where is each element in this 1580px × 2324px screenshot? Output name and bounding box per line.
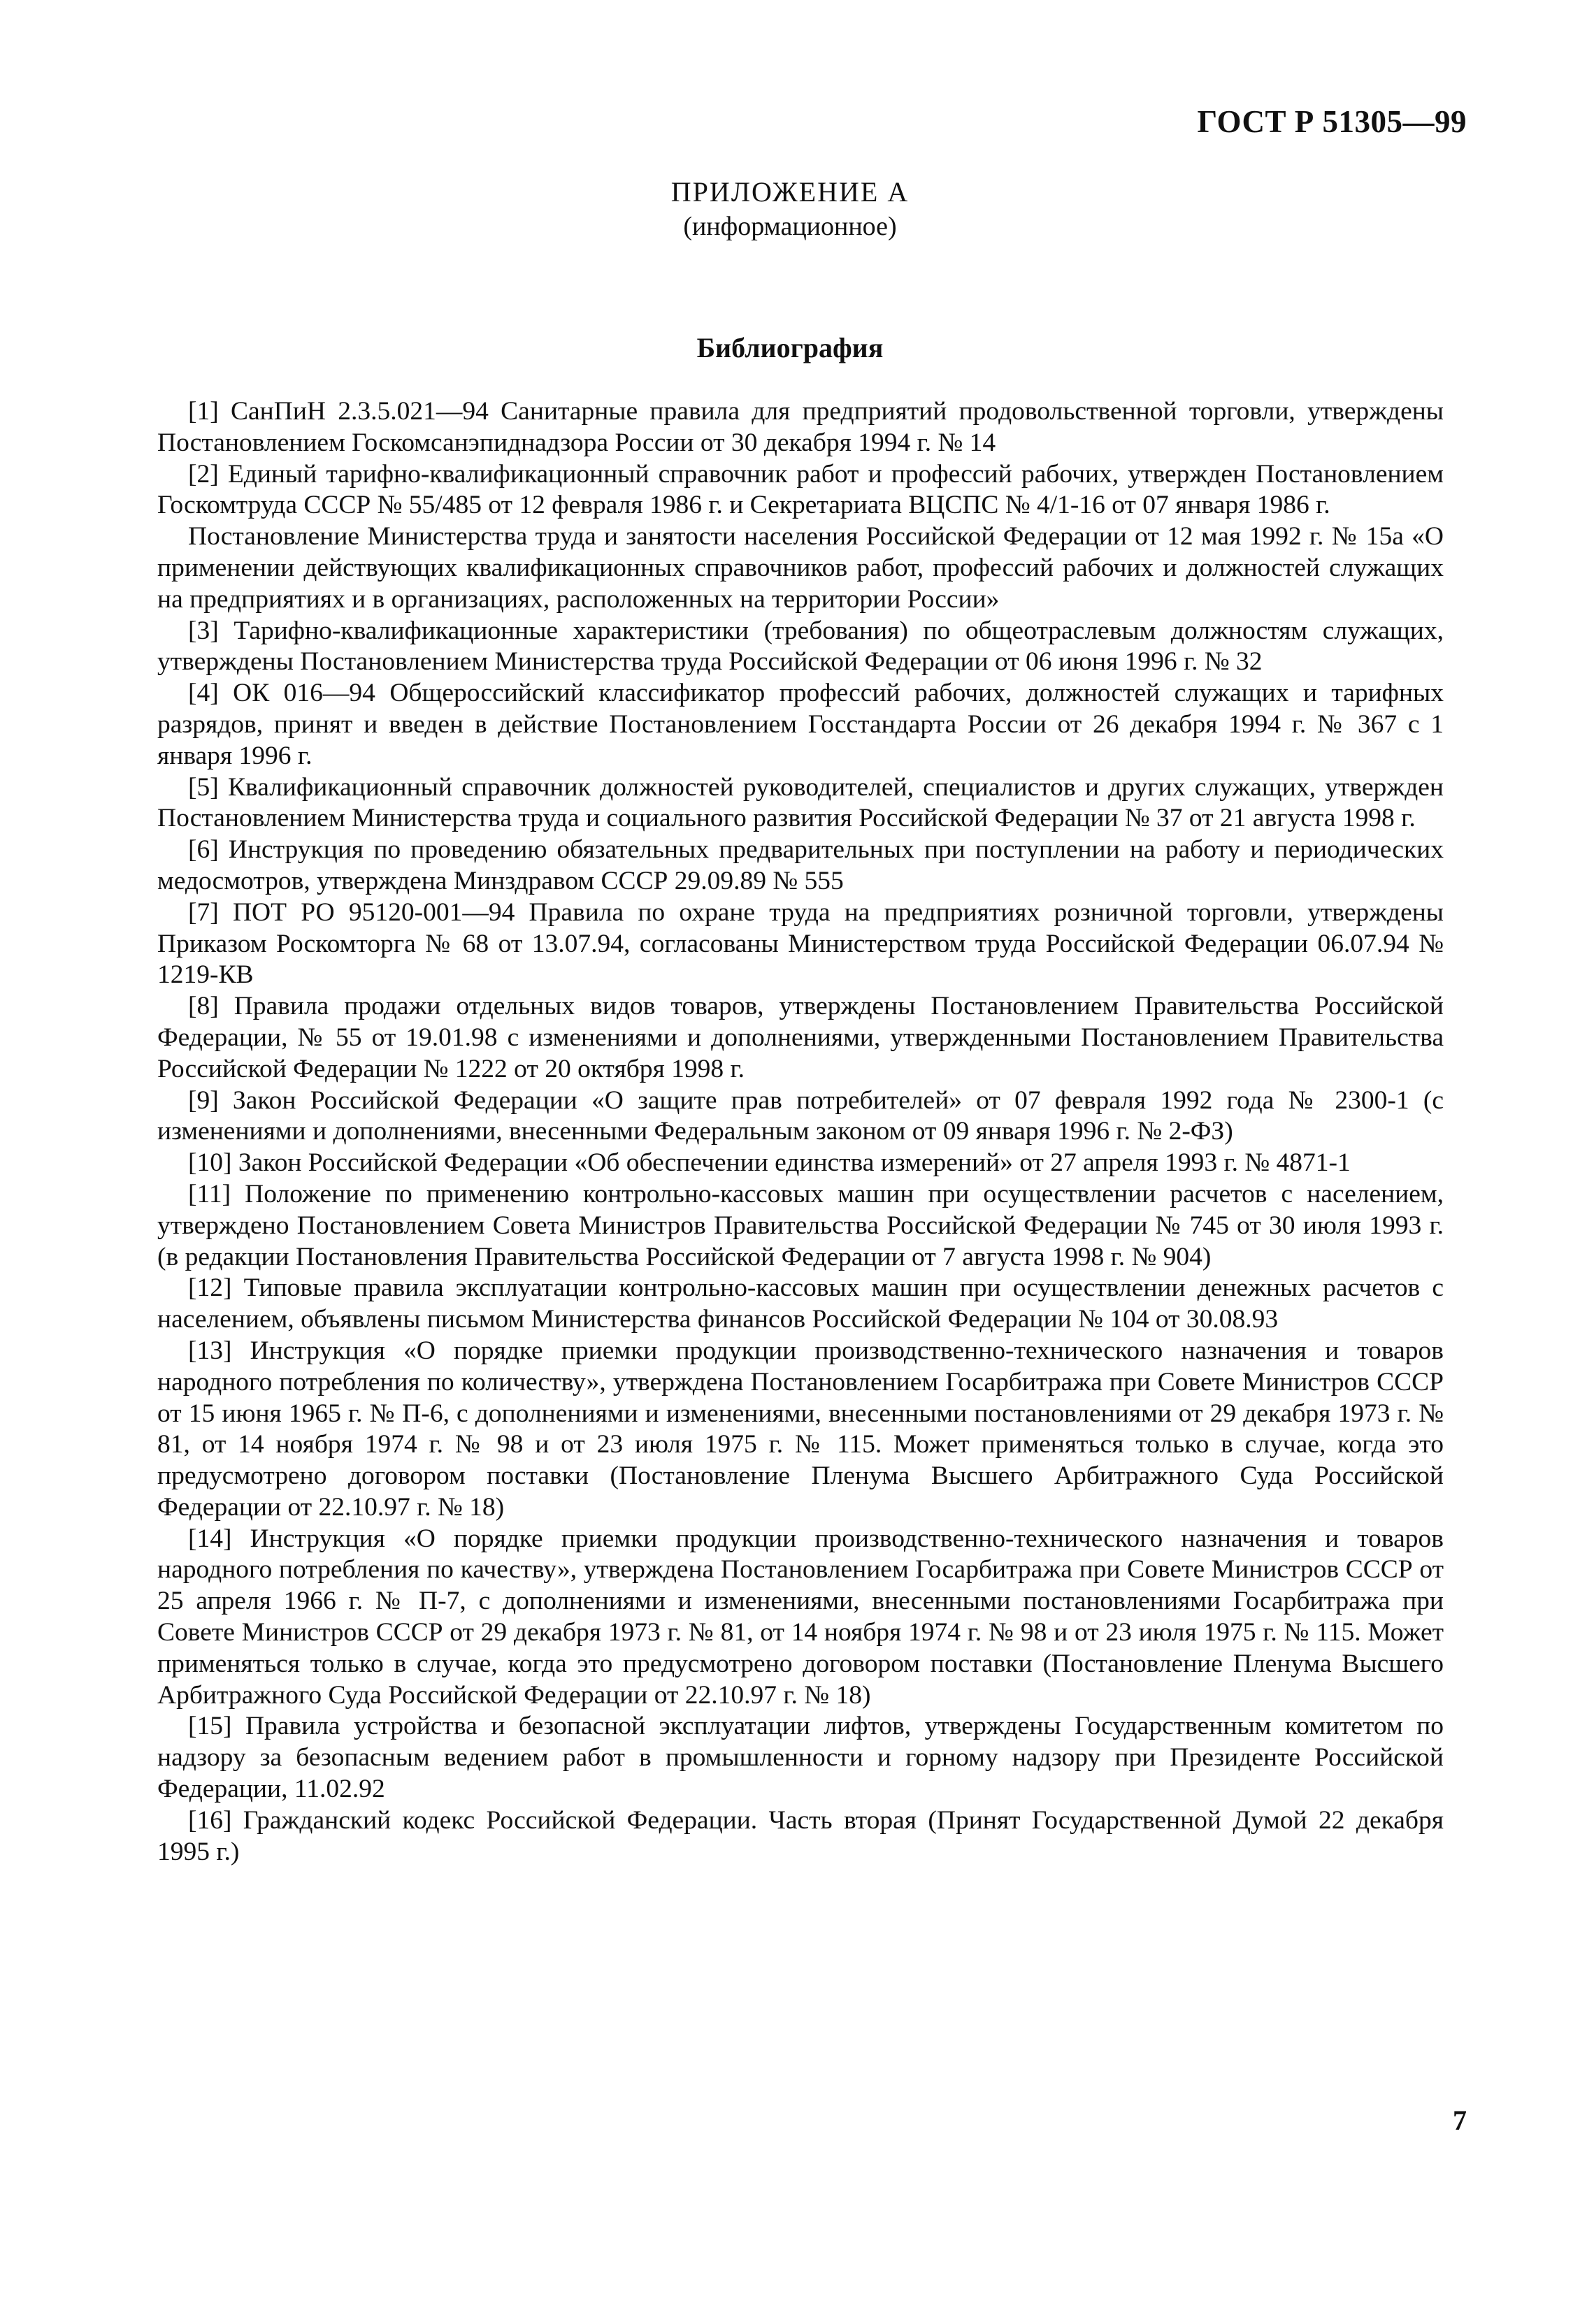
- reference-item: [11] Положение по применению контрольно-кассовых машин при осуществлении расчетов с населением, утверждено Постановлением Совета Министров Правительства Российской Федерации № 745 от 30 июля 1993 г. (в редакции Постановления Правительства Российской Федерации от 7 августа 1998 г. № 904): [157, 1179, 1444, 1271]
- reference-item: [7] ПОТ РО 95120-001—94 Правила по охране труда на предприятиях розничной торговли, утверждены Приказом Роскомторга № 68 от 13.07.94, согласованы Министерством труда Российской Федерации 06.07.94 № 1219-КВ: [157, 897, 1444, 990]
- reference-item: [16] Гражданский кодекс Российской Федерации. Часть вторая (Принят Государственной Думой 22 декабря 1995 г.): [157, 1805, 1444, 1866]
- reference-item: [10] Закон Российской Федерации «Об обеспечении единства измерений» от 27 апреля 1993 г. № 4871-1: [188, 1148, 1351, 1178]
- reference-item: [13] Инструкция «О порядке приемки продукции производственно-технического назначения и товаров народного потребления по количеству», утверждена Постановлением Госарбитража при Совете Министров СССР от 15 июня 1965 г. № П-6, с дополнениями и изменениями, внесенными постановлениями от 29 декабря 1973 г. № 81, от 14 ноября 1974 г. № 98 и от 23 июля 1975 г. № 115. Может применяться только в случае, когда это предусмотрено договором поставки (Постановление Пленума Высшего Арбитражного Суда Российской Федерации от 22.10.97 г. № 18): [157, 1336, 1444, 1522]
- reference-item: [9] Закон Российской Федерации «О защите прав потребителей» от 07 февраля 1992 года № 2300-1 (с изменениями и дополнениями, внесенными Федеральным законом от 09 января 1996 г. № 2-ФЗ): [157, 1085, 1444, 1146]
- reference-item: [6] Инструкция по проведению обязательных предварительных при поступлении на работу и периодических медосмотров, утверждена Минздравом СССР 29.09.89 № 555: [157, 835, 1444, 895]
- reference-item: [4] ОК 016—94 Общероссийский классификатор профессий рабочих, должностей служащих и тарифных разрядов, принят и введен в действие Постановлением Госстандарта России от 26 декабря 1994 г. № 367 с 1 января 1996 г.: [157, 679, 1444, 770]
- annex-note: (информационное): [683, 212, 897, 241]
- page-number: 7: [1453, 2105, 1467, 2136]
- reference-item: [1] СанПиН 2.3.5.021—94 Санитарные правила для предприятий продовольственной торговли, утверждены Постановлением Госкомсанэпиднадзора России от 30 декабря 1994 г. № 14: [157, 397, 1444, 457]
- document-code: ГОСТ Р 51305—99: [1197, 104, 1467, 139]
- reference-item: [3] Тарифно-квалификационные характеристики (требования) по общеотраслевым должностям служащих, утверждены Постановлением Министерства труда Российской Федерации от 06 июня 1996 г. № 32: [157, 616, 1444, 677]
- reference-item: [5] Квалификационный справочник должностей руководителей, специалистов и других служащих, утвержден Постановлением Министерства труда и социального развития Российской Федерации № 37 от 21 августа 1998 г.: [157, 772, 1444, 833]
- reference-item: [15] Правила устройства и безопасной эксплуатации лифтов, утверждены Государственным комитетом по надзору за безопасным ведением работ в промышленности и горному надзору при Президенте Российской Федерации, 11.02.92: [157, 1712, 1444, 1804]
- annex-title: ПРИЛОЖЕНИЕ А: [670, 176, 910, 208]
- reference-item: [12] Типовые правила эксплуатации контрольно-кассовых машин при осуществлении денежных расчетов с населением, объявлены письмом Министерства финансов Российской Федерации № 104 от 30.08.93: [157, 1273, 1444, 1334]
- reference-item: [2] Единый тарифно-квалификационный справочник работ и профессий рабочих, утвержден Постановлением Госкомтруда СССР № 55/485 от 12 февраля 1986 г. и Секретариата ВЦСПС № 4/1-16 от 07 января 1986 г.: [157, 459, 1444, 520]
- section-heading: Библиография: [696, 332, 884, 363]
- bibliography-list: [157, 396, 1444, 1868]
- reference-item: [14] Инструкция «О порядке приемки продукции производственно-технического назначения и товаров народного потребления по качеству», утверждена Постановлением Госарбитража при Совете Министров СССР от 25 апреля 1966 г. № П-7, с дополнениями и изменениями, внесенными постановлениями Госарбитража при Совете Министров СССР от 29 декабря 1973 г. № 81, от 14 ноября 1974 г. № 98 и от 23 июля 1975 г. № 115. Может применяться только в случае, когда это предусмотрено договором поставки (Постановление Пленума Высшего Арбитражного Суда Российской Федерации от 22.10.97 г. № 18): [157, 1524, 1444, 1710]
- reference-item: [8] Правила продажи отдельных видов товаров, утверждены Постановлением Правительства Российской Федерации, № 55 от 19.01.98 с изменениями и дополнениями, утвержденными Постановлением Правительства Российской Федерации № 1222 от 20 октября 1998 г.: [157, 992, 1444, 1083]
- reference-item: Постановление Министерства труда и занятости населения Российской Федерации от 12 мая 1992 г. № 15а «О применении действующих квалификационных справочников работ, профессий рабочих и должностей служащих на предприятиях и в организациях, расположенных на территории России»: [157, 522, 1444, 614]
